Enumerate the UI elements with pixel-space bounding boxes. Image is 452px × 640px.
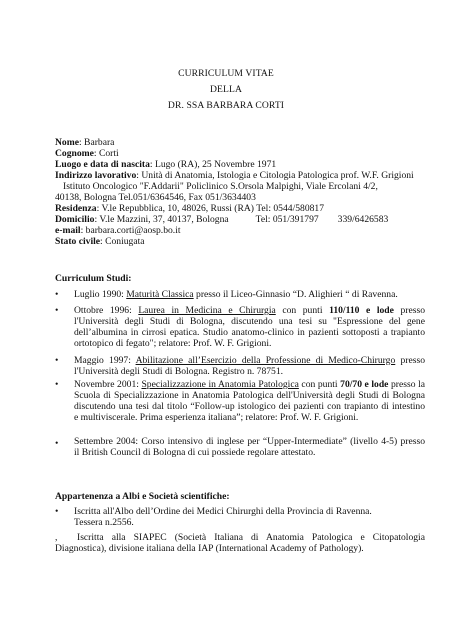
- albi-item-siapec: [55, 532, 425, 554]
- civil-value: : Coniugata: [100, 236, 145, 247]
- study-item-specializzazione: [55, 379, 425, 423]
- civil-status-row: [55, 236, 417, 247]
- surname-label: Cognome: [55, 148, 94, 159]
- study-item-text: con punti: [275, 305, 330, 316]
- study-item-title: Specializzazione in Anatomia Patologica: [141, 379, 299, 390]
- albi-heading: Appartenenza a Albi e Società scientifiche:: [55, 491, 230, 502]
- albi-item-line: Diagnostica), divisione italiana della IAP (International Academy of Pathology).: [55, 543, 364, 554]
- study-item-line: Scuola di Specializzazione in Anatomia Patologica dell'Università degli Studi di Bologna: [74, 390, 425, 401]
- name-value: : Barbara: [78, 137, 115, 148]
- name-label: Nome: [55, 137, 79, 148]
- surname-row: [55, 148, 417, 159]
- name-row: [55, 137, 417, 148]
- cv-title-name: DR. SSA BARBARA CORTI: [167, 100, 285, 111]
- bullet-icon: •: [55, 438, 59, 449]
- civil-label: Stato civile: [55, 236, 101, 247]
- surname-value: : Corti: [93, 148, 119, 159]
- email-row: [55, 225, 417, 236]
- domicile-label: Domicilio: [55, 214, 95, 225]
- personal-details: [55, 137, 417, 247]
- study-item-title: Maturità Classica: [126, 289, 194, 300]
- albi-item-line: Iscritta alla SIAPEC (Società Italiana di Anatomia Patologica e Citopatologia: [77, 532, 425, 543]
- email-label: e-mail: [55, 225, 81, 236]
- bullet-icon: •: [55, 355, 59, 366]
- study-item-date: Luglio 1990:: [74, 289, 127, 300]
- cv-title-della: DELLA: [210, 84, 242, 95]
- domicile-tel: Tel: 051/391797: [255, 214, 319, 225]
- birth-value: : Lugo (RA), 25 Novembre 1971: [149, 159, 277, 170]
- study-item-abilitazione: [55, 355, 425, 377]
- cv-title: CURRICULUM VITAE: [178, 68, 274, 79]
- study-item-line: e multiviscerale. Prima esperienza italiana”; relatore: Prof. W. F. Grigioni.: [74, 412, 359, 423]
- work-address-line2: Istituto Oncologico "F.Addarii" Policlinico S.Orsola Malpighi, Viale Ercolani 4/2,: [63, 181, 378, 192]
- study-item-date: Maggio 1997:: [74, 355, 136, 366]
- domicile-mobile: 339/6426583: [337, 214, 389, 225]
- albi-item-ordine-medici: [55, 506, 425, 528]
- study-item-date: Ottobre 1996:: [74, 305, 139, 316]
- domicile-row: [55, 214, 417, 225]
- work-address-row: [55, 170, 417, 181]
- bullet-icon: •: [55, 305, 59, 316]
- study-item-line: dell’albumina in cirrosi epatica. Studio anatomo-clinico in pazienti sottoposti a trapianto: [74, 327, 425, 338]
- residence-label: Residenza: [55, 203, 97, 214]
- bullet-icon: •: [55, 506, 59, 517]
- residence-value: : V.le Repubblica, 10, 48026, Russi (RA) Tel: 0544/580817: [96, 203, 325, 214]
- study-item-text: presso il Liceo-Ginnasio “D. Alighieri “ di Ravenna.: [193, 289, 398, 300]
- study-item-score: 70/70 e lode: [340, 379, 389, 390]
- study-item-line: Settembre 2004: Corso intensivo di inglese per “Upper-Intermediate” (livello 4-5) presso: [74, 436, 425, 447]
- bullet-icon: ,: [55, 532, 58, 543]
- albi-item-line: Tessera n.2556.: [74, 517, 134, 528]
- bullet-icon: •: [55, 379, 59, 390]
- study-item-line: ortotopico di fegato"; relatore: Prof. W. F. Grigioni.: [74, 338, 272, 349]
- work-label: Indirizzo lavorativo: [55, 170, 137, 181]
- domicile-value: : V.le Mazzini, 37, 40137, Bologna: [94, 214, 229, 225]
- email-value: : barbara.corti@aosp.bo.it: [80, 225, 181, 236]
- study-item-title: Laurea in Medicina e Chirurgia: [138, 305, 276, 316]
- bullet-icon: •: [55, 289, 59, 300]
- study-item-line: l'Università degli Studi di Bologna. Registro n. 78751.: [74, 366, 284, 377]
- work-address-line3: 40138, Bologna Tel.051/6364546, Fax 051/3634403: [55, 192, 256, 203]
- study-item-score: 110/110 e lode: [329, 305, 394, 316]
- study-item-line: [74, 305, 425, 316]
- study-item-line: [74, 379, 425, 390]
- study-item-laurea: [55, 305, 425, 349]
- study-item-text: presso la: [388, 379, 425, 390]
- study-item-inglese: [55, 436, 425, 458]
- birth-label: Luogo e data di nascita: [55, 159, 150, 170]
- study-item-text: presso: [393, 305, 425, 316]
- study-item-date: Novembre 2001:: [74, 379, 142, 390]
- study-item-text: presso: [395, 355, 425, 366]
- study-item-line: [74, 355, 425, 366]
- study-item-text: con punti: [298, 379, 341, 390]
- birth-row: [55, 159, 417, 170]
- study-item-title: Abilitazione all’Esercizio della Professione di Medico-Chirurgo: [135, 355, 396, 366]
- work-value: : Unità di Anatomia, Istologia e Citologia Patologica prof. W.F. Grigioni: [136, 170, 414, 181]
- studies-heading: Curriculum Studi:: [55, 273, 132, 284]
- residence-row: [55, 203, 417, 214]
- study-item-line: l'Università degli Studi di Bologna, discutendo una tesi su "Espressione del gene: [74, 316, 425, 327]
- study-item-line: discutendo una tesi dal titolo “Follow-up istologico dei pazienti con trapianto di intestino: [74, 401, 425, 412]
- study-item-maturita: [55, 289, 425, 300]
- albi-item-line: Iscritta all'Albo dell’Ordine dei Medici Chirurghi della Provincia di Ravenna.: [74, 506, 372, 517]
- study-item-line: il British Council di Bologna di cui possiede regolare attestato.: [74, 447, 316, 458]
